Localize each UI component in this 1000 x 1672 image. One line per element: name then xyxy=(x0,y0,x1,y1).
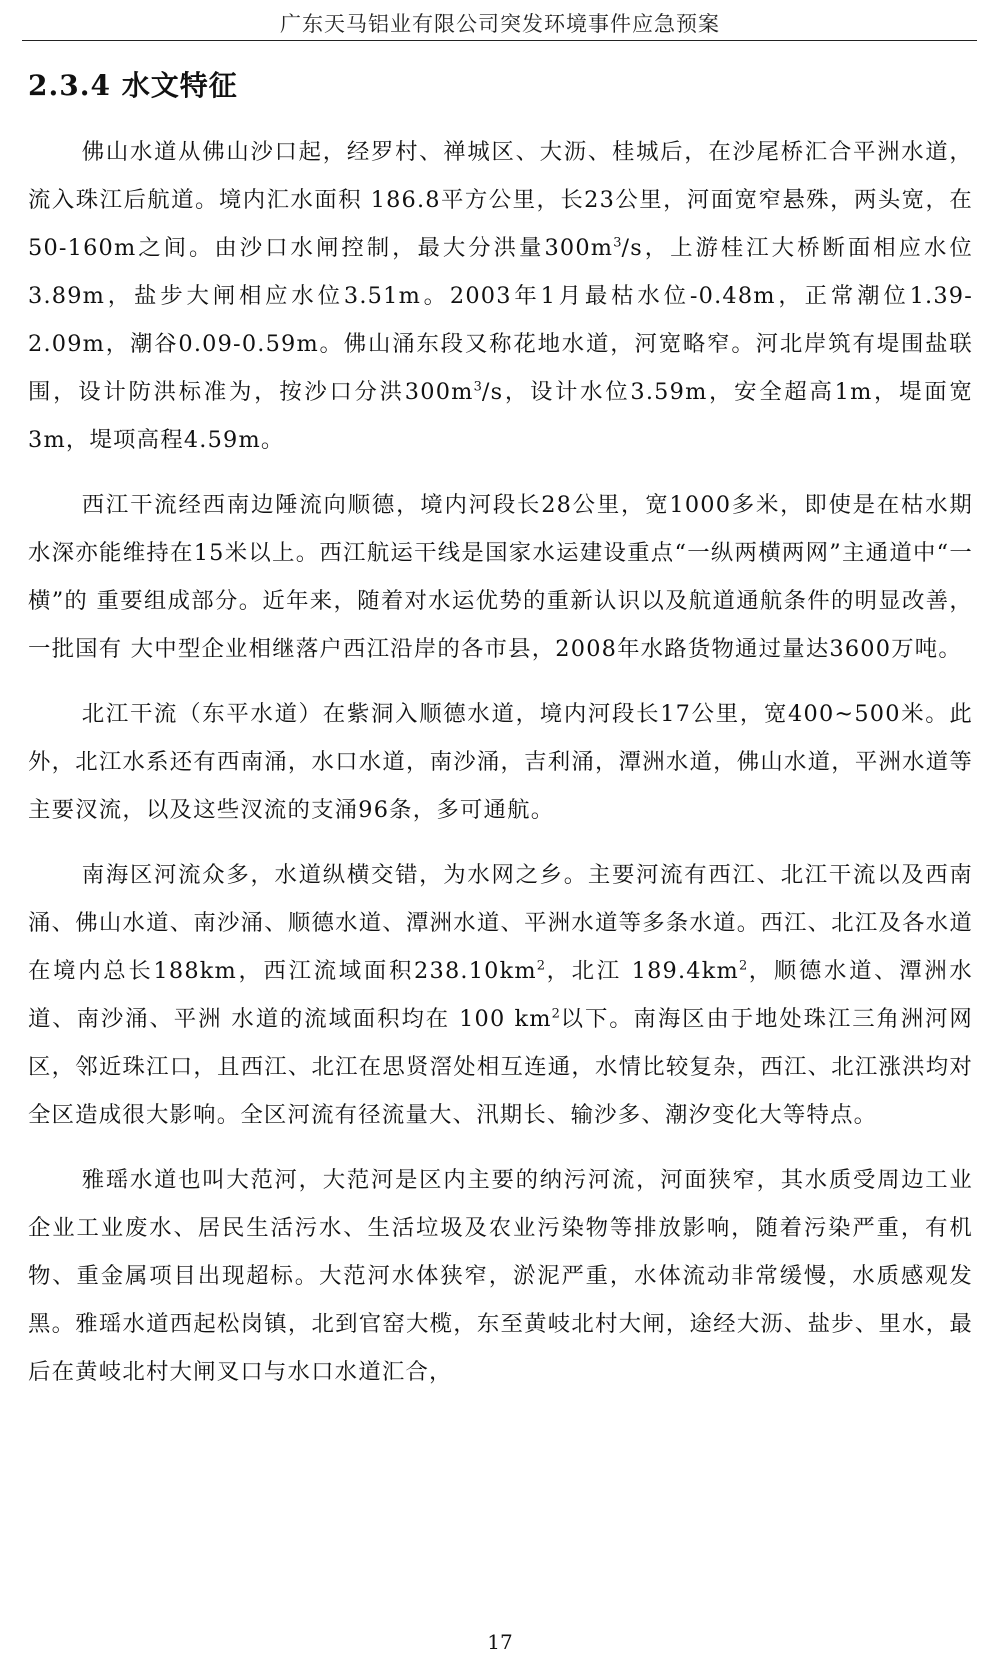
paragraph xyxy=(28,1156,973,1396)
text-run: 北江干流（东平水道）在紫洞入顺德水道，境内河段长17公里，宽400~500米。此外，北江水系还有西南涌，水口水道，南沙涌，吉利涌，潭洲水道，佛山水道，平洲水道等主要汊流，以及这些汊流的支涌96条，多可通航。 xyxy=(28,701,973,823)
text-run: /s，设计水位3.59m，安全超高1m，堤面宽3m，堤项高程4.59m。 xyxy=(28,379,973,453)
text-run: /s，上游桂江大桥断面相应水位3.89m，盐步大闸相应水位3.51m。2003年1月最枯水位-0.48m，正常潮位1.39-2.09m，潮谷0.09-0.59m。佛山涌东段又称花地水道，河宽略窄。河北岸筑有堤围盐联围，设计防洪标准为，按沙口分洪300m xyxy=(28,235,973,405)
text-run: 以下。南海区由于地处珠江三角洲河网区，邻近珠江口，且西江、北江在思贤滘处相互连通，水情比较复杂，西江、北江涨洪均对全区造成很大影响。全区河流有径流量大、汛期长、输沙多、潮汐变化大等特点。 xyxy=(28,1006,974,1128)
superscript: 3 xyxy=(613,235,622,251)
text-run: 西江干流经西南边陲流向顺德，境内河段长28公里，宽1000多米，即使是在枯水期水深亦能维持在15米以上。西江航运干线是国家水运建设重点“一纵两横两网”主通道中“一横”的 重要组成部分。近年来，随着对水运优势的重新认识以及航道通航条件的明显改善，一批国有 大中型企业相继落户西江沿岸的各市县，2008年水路货物通过量达3600万吨。 xyxy=(28,492,973,662)
superscript: 2 xyxy=(536,958,546,974)
text-run: 雅瑶水道也叫大范河，大范河是区内主要的纳污河流，河面狭窄，其水质受周边工业企业工业废水、居民生活污水、生活垃圾及农业污染物等排放影响，随着污染严重，有机物、重金属项目出现超标。大范河水体狭窄，淤泥严重，水体流动非常缓慢，水质感观发黑。雅瑶水道西起松岗镇，北到官窑大榄，东至黄岐北村大闸，途经大沥、盐步、里水，最后在黄岐北村大闸叉口与水口水道汇合， xyxy=(28,1167,973,1385)
page-number: 17 xyxy=(487,1630,513,1654)
paragraph xyxy=(28,690,973,834)
superscript: 3 xyxy=(473,379,482,395)
header-divider xyxy=(22,40,977,41)
section-title: 2.3.4 水文特征 xyxy=(28,69,238,102)
superscript: 2 xyxy=(738,958,748,974)
paragraph xyxy=(28,128,973,464)
superscript: 2 xyxy=(551,1006,560,1022)
paragraph xyxy=(28,851,973,1139)
text-run: ，北江 189.4km xyxy=(545,958,739,984)
text-run: ，顺德水道、潭洲水道、南沙涌、平洲 水道的流域面积均在 100 km xyxy=(28,958,973,1032)
text-run: 南海区河流众多，水道纵横交错，为水网之乡。主要河流有西江、北江干流以及西南涌、佛山水道、南沙涌、顺德水道、潭洲水道、平洲水道等多条水道。西江、北江及各水道在境内总长188km，西江流域面积238.10km xyxy=(28,862,973,984)
text-run: 佛山水道从佛山沙口起，经罗村、禅城区、大沥、桂城后，在沙尾桥汇合平洲水道，流入珠江后航道。境内汇水面积 186.8平方公里，长23公里，河面宽窄悬殊，两头宽，在50-160m之间。由沙口水闸控制，最大分洪量300m xyxy=(28,139,973,261)
paragraph xyxy=(28,481,973,673)
body-text xyxy=(28,128,973,1413)
page-header: 广东天马铝业有限公司突发环境事件应急预案 xyxy=(280,12,720,36)
